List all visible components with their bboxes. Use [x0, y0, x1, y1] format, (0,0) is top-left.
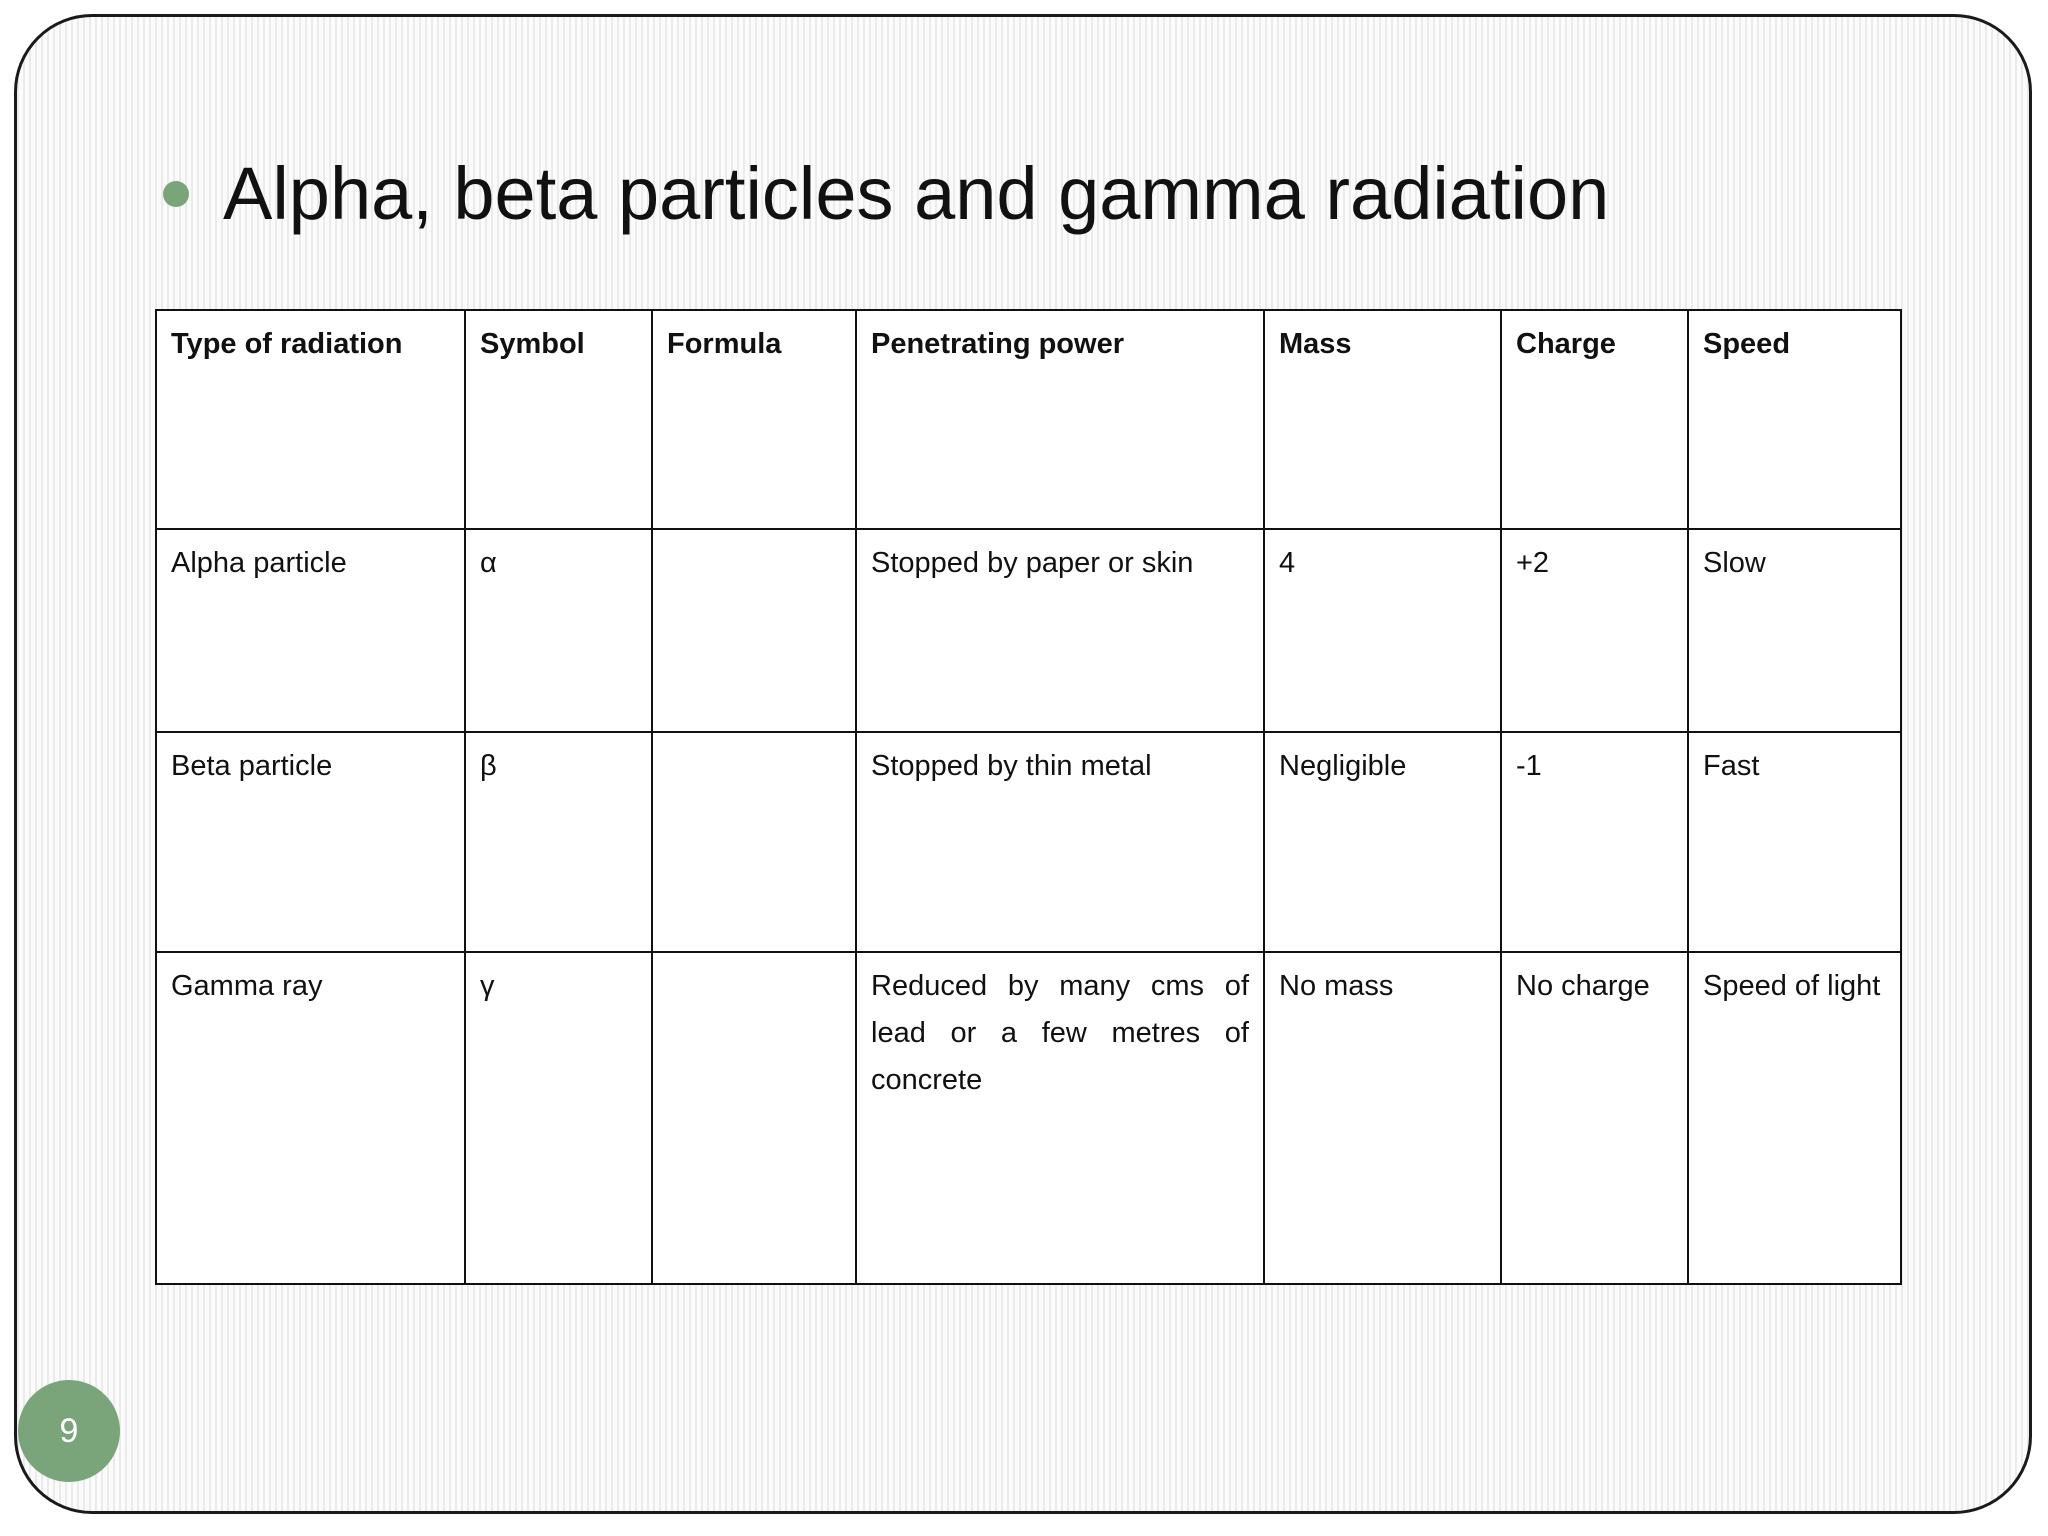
table-cell: β	[465, 732, 652, 952]
table-cell	[652, 952, 856, 1284]
header-cell: Charge	[1501, 310, 1688, 529]
table-header-row	[156, 310, 1901, 529]
table-row	[156, 529, 1901, 732]
table-cell: Speed of light	[1688, 952, 1901, 1284]
table-cell: γ	[465, 952, 652, 1284]
table-cell: Slow	[1688, 529, 1901, 732]
table-cell: Gamma ray	[156, 952, 465, 1284]
table-cell	[652, 529, 856, 732]
table-cell: Stopped by thin metal	[856, 732, 1264, 952]
table-cell: Stopped by paper or skin	[856, 529, 1264, 732]
table-row	[156, 952, 1901, 1284]
header-cell: Symbol	[465, 310, 652, 529]
table-cell: Fast	[1688, 732, 1901, 952]
bullet-dot-icon	[163, 181, 189, 207]
page-number-badge	[18, 1380, 120, 1482]
table-cell: No mass	[1264, 952, 1501, 1284]
table-cell: -1	[1501, 732, 1688, 952]
table-cell: No charge	[1501, 952, 1688, 1284]
table-row	[156, 732, 1901, 952]
header-cell: Type of radiation	[156, 310, 465, 529]
header-cell: Speed	[1688, 310, 1901, 529]
table-cell: Reduced by many cms of lead or a few metres of concrete	[856, 952, 1264, 1284]
table-cell	[652, 732, 856, 952]
page-number: 9	[59, 1411, 79, 1450]
table-cell: α	[465, 529, 652, 732]
title-row	[163, 152, 1610, 235]
slide-title: Alpha, beta particles and gamma radiation	[223, 152, 1610, 235]
header-cell: Penetrating power	[856, 310, 1264, 529]
radiation-table	[155, 309, 1902, 1285]
table-cell: Alpha particle	[156, 529, 465, 732]
header-cell: Mass	[1264, 310, 1501, 529]
header-cell: Formula	[652, 310, 856, 529]
table-cell: 4	[1264, 529, 1501, 732]
table-cell: Negligible	[1264, 732, 1501, 952]
table-cell: +2	[1501, 529, 1688, 732]
table-cell: Beta particle	[156, 732, 465, 952]
slide-frame	[14, 14, 2032, 1514]
